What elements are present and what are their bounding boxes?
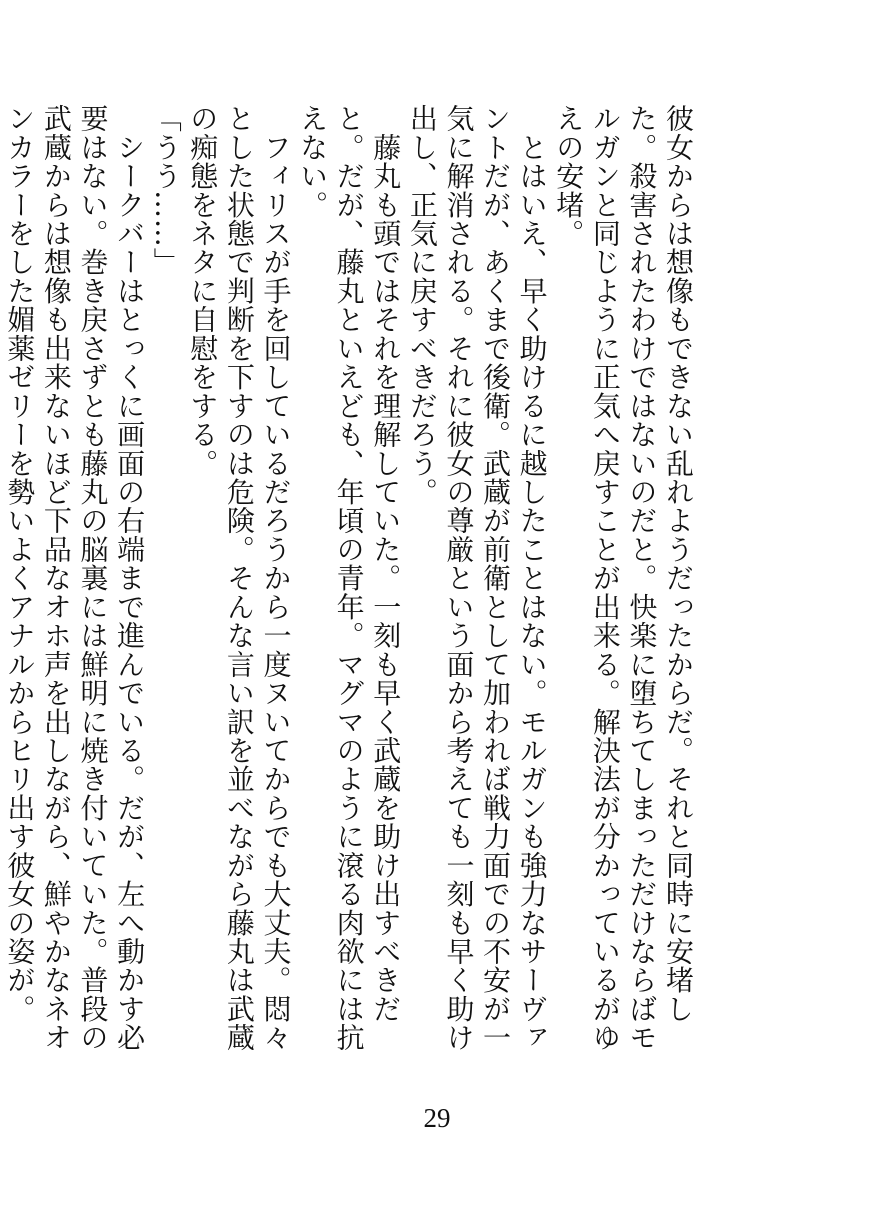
page-number: 29 [423, 1103, 451, 1133]
paragraph-1: 彼女からは想像もできない乱れようだったからだ。それと同時に安堵した。殺害されたわけではないのだと。快楽に堕ちてしまっただけならばモルガンと同じように正気へ戻すことが出来る。解決法が分かっているがゆえの安堵。 [552, 104, 695, 1052]
paragraph-5: 「うう……」 [149, 104, 183, 277]
paragraph-2: とはいえ、早く助けるに越したことはない。モルガンも強力なサーヴァントだが、あくまで後衛。武蔵が前衛として加われば戦力面での不安が一気に解消される。それに彼女の尊厳という面から考えても一刻も早く助け出し、正気に戻すべきだろう。 [405, 104, 549, 1052]
paragraph-6: シークバーはとっくに画面の右端まで進んでいる。だが、左へ動かす必要はない。巻き戻さずとも藤丸の脳裏には鮮明に焼き付いていた。普段の武蔵からは想像も出来ないほど下品なオホ声を出しながら、鮮やかなネオンカラーをした媚薬ゼリーを勢いよくアナルからヒリ出す彼女の姿が。 [3, 104, 147, 1052]
paragraph-4: フィリスが手を回しているだろうから一度ヌいてからでも大丈夫。悶々とした状態で判断を下すのは危険。そんな言い訳を並べながら藤丸は武蔵の痴態をネタに自慰をする。 [186, 104, 293, 1052]
vertical-text-block [3, 104, 696, 1069]
paragraph-3: 藤丸も頭ではそれを理解していた。一刻も早く武蔵を助け出すべきだと。だが、藤丸といえども、年頃の青年。マグマのように滾る肉欲には抗えない。 [296, 104, 403, 1052]
